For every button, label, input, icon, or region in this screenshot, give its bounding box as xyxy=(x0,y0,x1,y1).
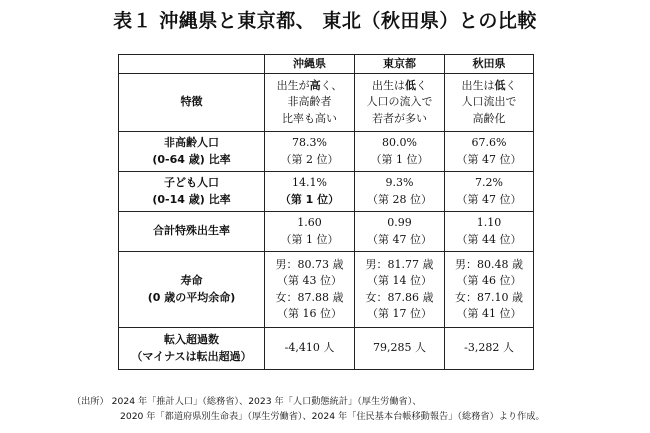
children-akita: 7.2% （第 47 位） xyxy=(445,172,534,212)
row-label-traits: 特徴 xyxy=(119,74,265,132)
row-label-fertility: 合計特殊出生率 xyxy=(119,212,265,252)
row-traits xyxy=(119,74,534,132)
traits-akita-line3: 高齢化 xyxy=(472,111,506,125)
row-label-lifespan: 寿命 (0 歳の平均余命) xyxy=(119,252,265,328)
header-corner-cell xyxy=(119,55,265,74)
page-title: 表１ 沖縄県と東京都、 東北（秋田県）との比較 xyxy=(113,10,537,32)
net-migration-tokyo: 79,285 人 xyxy=(355,328,445,370)
children-tokyo: 9.3% （第 28 位） xyxy=(355,172,445,212)
traits-okinawa-line2: 非高齢者 xyxy=(287,95,332,109)
header-akita: 秋田県 xyxy=(445,55,534,74)
row-label-net-migration: 転入超過数 （マイナスは転出超過） xyxy=(119,328,265,370)
row-label-non-elderly: 非高齢人口 (0-64 歳) 比率 xyxy=(119,132,265,172)
non-elderly-akita: 67.6% （第 47 位） xyxy=(445,132,534,172)
traits-akita-cell xyxy=(445,74,534,132)
lifespan-akita: 男：80.48 歳 （第 46 位） 女：87.10 歳 （第 41 位） xyxy=(445,252,534,328)
traits-tokyo-line1: 出生は低く xyxy=(372,78,427,92)
traits-tokyo-emphasis: 低 xyxy=(405,78,416,92)
row-children xyxy=(119,172,534,212)
lifespan-tokyo: 男：81.77 歳 （第 14 位） 女：87.86 歳 （第 17 位） xyxy=(355,252,445,328)
non-elderly-okinawa: 78.3% （第 2 位） xyxy=(265,132,355,172)
comparison-table xyxy=(118,54,534,370)
row-net-migration xyxy=(119,328,534,370)
traits-akita-emphasis: 低 xyxy=(494,78,506,92)
fertility-tokyo: 0.99 （第 47 位） xyxy=(355,212,445,252)
traits-okinawa-emphasis: 高 xyxy=(309,78,321,92)
traits-okinawa-cell xyxy=(265,74,355,132)
children-okinawa-rank-bold: （第 1 位） xyxy=(279,192,340,206)
non-elderly-tokyo: 80.0% （第 1 位） xyxy=(355,132,445,172)
table-header-row xyxy=(119,55,534,74)
traits-okinawa-line1: 出生が高く、 xyxy=(276,78,343,92)
children-okinawa: 14.1% （第 1 位） xyxy=(265,172,355,212)
traits-tokyo-line2: 人口の流入で xyxy=(366,95,433,109)
fertility-okinawa: 1.60 （第 1 位） xyxy=(265,212,355,252)
source-line-2: 2020 年「都道府県別生命表」（厚生労働省）、2024 年「住民基本台帳移動報告」（総務省）より作成。 xyxy=(120,411,545,422)
net-migration-okinawa: -4,410 人 xyxy=(265,328,355,370)
traits-akita-line2: 人口流出で xyxy=(461,95,517,109)
traits-akita-line1: 出生は低く xyxy=(461,78,517,92)
row-label-children: 子ども人口 (0-14 歳) 比率 xyxy=(119,172,265,212)
row-non-elderly xyxy=(119,132,534,172)
traits-okinawa-line3: 比率も高い xyxy=(282,111,337,125)
fertility-akita: 1.10 （第 44 位） xyxy=(445,212,534,252)
traits-tokyo-line3: 若者が多い xyxy=(372,111,427,125)
traits-tokyo-cell xyxy=(355,74,445,132)
header-tokyo: 東京都 xyxy=(355,55,445,74)
source-note xyxy=(72,394,545,424)
row-lifespan xyxy=(119,252,534,328)
header-okinawa: 沖縄県 xyxy=(265,55,355,74)
row-fertility xyxy=(119,212,534,252)
net-migration-akita: -3,282 人 xyxy=(445,328,534,370)
source-line-1: （出所） 2024 年「推計人口」（総務省）、2023 年「人口動態統計」（厚生労働省）、 xyxy=(72,396,422,407)
lifespan-okinawa: 男：80.73 歳 （第 43 位） 女：87.88 歳 （第 16 位） xyxy=(265,252,355,328)
